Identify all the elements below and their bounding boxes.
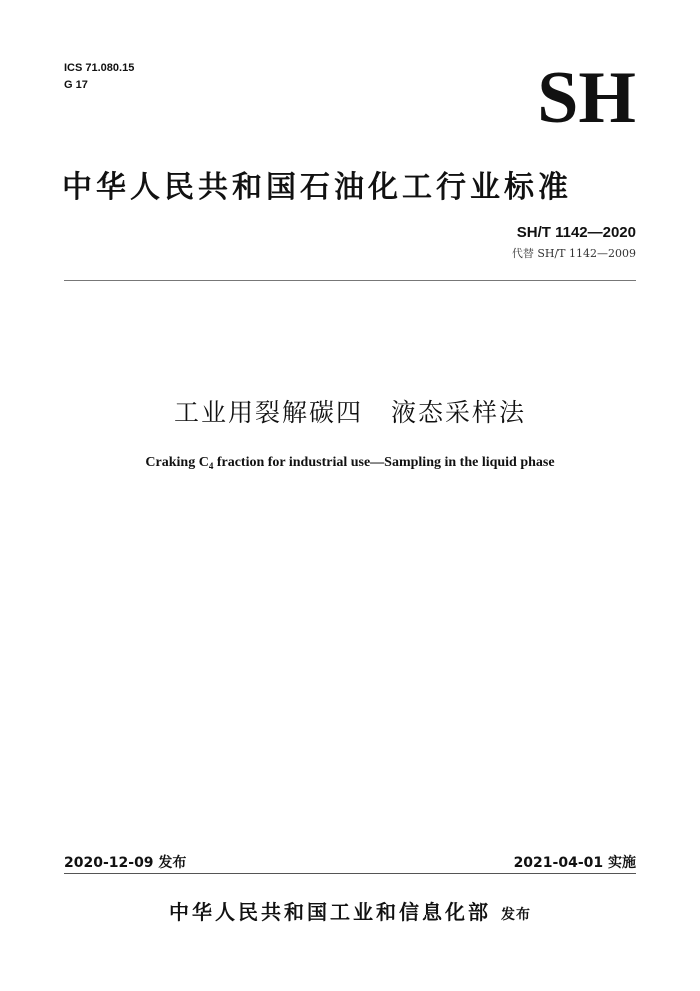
- ics-code: ICS 71.080.15: [64, 62, 135, 74]
- issuing-authority: [0, 896, 700, 925]
- standard-category-title: 中华人民共和国石油化工行业标准: [62, 170, 572, 205]
- bottom-divider: [64, 873, 636, 874]
- title-cn-part2: 液态采样法: [391, 398, 527, 427]
- title-en-subscript: 4: [208, 461, 214, 471]
- title-en-after: fraction for industrial use—Sampling in the liquid phase: [213, 455, 555, 470]
- sh-logo: SH: [537, 57, 636, 139]
- ccs-code: G 17: [64, 79, 88, 91]
- title-en-before: Craking C: [145, 455, 209, 470]
- issue-date: 2020-12-09 发布: [64, 855, 187, 871]
- classification-codes: [64, 60, 134, 94]
- replaces-note: 代替 SH/T 1142—2009: [511, 247, 636, 260]
- standard-number: SH/T 1142—2020: [516, 224, 636, 241]
- document-title-cn: [0, 393, 700, 429]
- issuer-suffix: 发布: [501, 907, 531, 923]
- issuer-name: 中华人民共和国工业和信息化部: [169, 900, 491, 924]
- document-title-en: [0, 455, 700, 471]
- top-divider: [64, 280, 636, 281]
- title-cn-part1: 工业用裂解碳四: [173, 398, 363, 427]
- implementation-date: 2021-04-01 实施: [513, 855, 636, 871]
